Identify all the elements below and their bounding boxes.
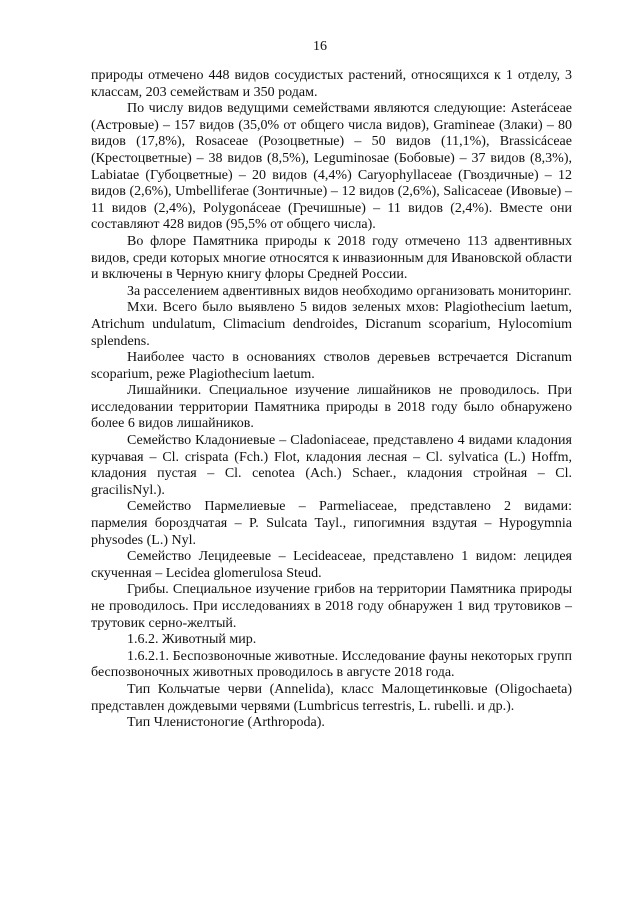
paragraph-flora-total: природы отмечено 448 видов сосудистых растений, относящихся к 1 отделу, 3 классам, 203 семействам и 350 родам.	[91, 68, 572, 100]
paragraph-moss-frequency: Наиболее часто в основаниях стволов деревьев встречается Dicranum scoparium, реже Plagiothecium laetum.	[91, 350, 572, 382]
paragraph-leading-families: По числу видов ведущими семействами являются следующие: Asteráceae (Астровые) – 157 видов (35,0% от общего числа видов), Gramineae (Злаки) – 80 видов (17,8%), Rosaceae (Розоцветные) – 50 видов (11,1%), Brassicáceae (Крестоцветные) – 38 видов (8,5%), Leguminosae (Бобовые) – 37 видов (8,3%), Labiatae (Губоцветные) – 20 видов (4,4%) Caryophyllaceae (Гвоздичные) – 12 видов (2,6%), Umbelliferae (Зонтичные) – 12 видов (2,6%), Salicaceae (Ивовые) – 11 видов (2,4%), Polygonáceae (Гречишные) – 11 видов (2,4%). Вместе они составляют 428 видов (95,5% от общего числа).	[91, 101, 572, 233]
paragraph-fungi: Грибы. Специальное изучение грибов на территории Памятника природы не проводилось. При исследованиях в 2018 году обнаружен 1 вид трутовиков – трутовик серно-желтый.	[91, 582, 572, 631]
paragraph-lecideaceae: Семейство Лецидеевые – Lecideaceae, представлено 1 видом: лецидея скученная – Lecidea glomerulosa Steud.	[91, 549, 572, 581]
paragraph-annelida: Тип Кольчатые черви (Annelida), класс Малощетинковые (Oligochaeta) представлен дождевыми червями (Lumbricus terrestris, L. rubelli. и др.).	[91, 681, 572, 714]
section-heading-invertebrates: 1.6.2.1. Беспозвоночные животные. Исследование фауны некоторых групп беспозвоночных животных проводилось в августе 2018 года.	[91, 648, 572, 681]
paragraph-arthropoda: Тип Членистоногие (Arthropoda).	[127, 715, 325, 731]
paragraph-lichens: Лишайники. Специальное изучение лишайников не проводилось. При исследовании территории Памятника природы в 2018 году было обнаружено более 6 видов лишайников.	[91, 383, 572, 432]
paragraph-monitoring: За расселением адвентивных видов необходимо организовать мониторинг.	[127, 283, 572, 299]
section-heading-fauna: 1.6.2. Животный мир.	[127, 632, 257, 648]
paragraph-cladoniaceae: Семейство Кладониевые – Cladoniaceae, представлено 4 видами кладония курчавая – Cl. crispata (Fch.) Flot, кладония лесная – Cl. sylvatica (L.) Hoffm, кладония пустая – Cl. cenotea (Ach.) Schaer., кладония стройная – Cl. gracilisNyl.).	[91, 433, 572, 498]
paragraph-mosses: Мхи. Всего было выявлено 5 видов зеленых мхов: Plagiothecium laetum, Atrichum undulatum, Climacium dendroides, Dicranum scoparium, Hylocomium splendens.	[91, 300, 572, 349]
page-number: 16	[313, 39, 327, 54]
paragraph-parmeliaceae: Семейство Пармелиевые – Parmeliaceae, представлено 2 видами: пармелия бороздчатая – P. Sulcata Tayl., гипогимния вздутая – Hypogymnia physodes (L.) Nyl.	[91, 499, 572, 548]
body-text	[91, 68, 572, 732]
paragraph-adventive-species: Во флоре Памятника природы к 2018 году отмечено 113 адвентивных видов, среди которых многие относятся к инвазионным для Ивановской области и включены в Черную книгу флоры Средней России.	[91, 233, 572, 283]
